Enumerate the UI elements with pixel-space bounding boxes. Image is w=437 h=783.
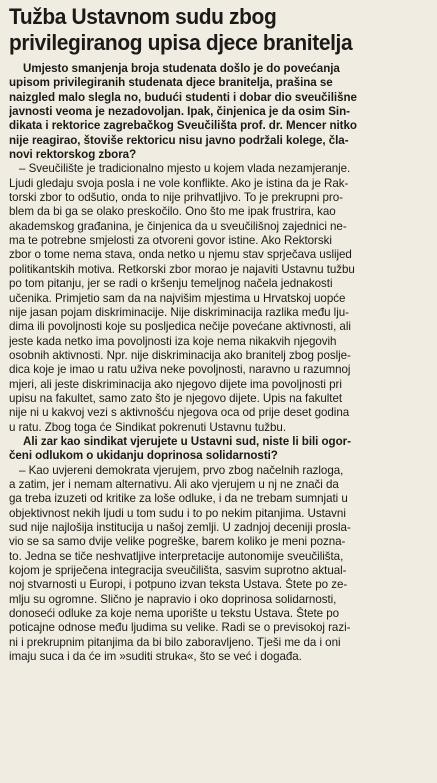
text-line: poticajne odnose među ljudima su velike. Radi se o previsokoj razi-	[9, 621, 351, 635]
text-line: dikata i rektorice zagrebačkog Sveučilišta prof. dr. Mencer nitko	[9, 119, 357, 133]
text-line: čeni odlukom o ukidanju doprinosa solidarnosti?	[9, 449, 278, 463]
text-line: kojom je spriječena integracija sveučilišta, sasvim suprotno aktual-	[9, 564, 347, 578]
article-body	[9, 62, 430, 664]
text-line: blem da bi ga se olako preskočilo. Ono što me ipak frustrira, kao	[9, 205, 336, 219]
text-line: noj stvarnosti u Europi, i potpuno izvan teksta Ustava. Štete po ze-	[9, 578, 348, 592]
text-line: sud nije najlošija institucija u našoj zemlji. U zadnjoj deceniji prosla-	[9, 521, 351, 534]
text-line: jeste kada netko ima povoljnosti iza koje nema nikakvih njegovih	[9, 334, 337, 348]
text-line: donoseći odluke za koje nema uporište u tekstu Ustava. Štete po	[9, 607, 340, 621]
text-line: politikantskih motiva. Retkorski zbor morao je najaviti Ustavnu tužbu	[9, 262, 355, 276]
text-line: učenika. Primjetio sam da na najvišim mjestima u Hrvatskoj uopće	[9, 291, 346, 305]
text-line: upisu na fakultet, samo zato što je njegovo dijete. Upis na fakultet	[9, 391, 343, 405]
text-line: dica koje je imao u ratu uživa neke povoljnosti, naravno u razumnoj	[9, 363, 351, 377]
interview-question-2	[9, 435, 430, 464]
text-line: – Sveučilište je tradicionalno mjesto u kojem vlada nezamjeranje.	[19, 162, 351, 176]
headline-line: Tužba Ustavnom sudu zbog	[9, 4, 277, 29]
interview-question-1	[9, 62, 430, 162]
text-line: po tom pitanju, jer se radi o kršenju temeljnog načela jednakosti	[9, 277, 333, 291]
headline	[9, 4, 432, 56]
headline-line: privilegiranog upisa djece branitelja	[9, 30, 353, 55]
text-line: ga treba izuzeti od kritike za loše odluke, i da ne trebam sumnjati u	[9, 492, 348, 506]
text-line: Umjesto smanjenja broja studenata došlo je do povećanja	[23, 62, 340, 75]
text-line: vio se sa samo dvije velike pogreške, barem koliko je meni pozna-	[9, 535, 346, 549]
text-line: akademskog građanina, je činjenica da u sveučilišnoj zajednici ne-	[9, 219, 347, 233]
text-line: to. Jedna se tiče neshvatljive interpretacije autonomije sveučilišta,	[9, 549, 344, 563]
text-line: u ratu. Zbog toga će Sindikat pokrenuti Ustavnu tužbu.	[9, 420, 287, 434]
text-line: javnosti veoma je nezadovoljan. Ipak, činjenica je da osim Sin-	[9, 105, 350, 119]
text-line: objektivnost nekih ljudi u tom sudu i to po nekim pitanjima. Ustavni	[9, 506, 346, 520]
text-line: torski zbor to odšutio, onda to nije prihvatljivo. To je prekrupni pro-	[9, 191, 343, 205]
text-line: zbor o tome nema stava, onda netko u njemu stav sprječava uslijed	[9, 248, 352, 262]
text-line: upisom privilegiranih studenata djece branitelja, prašina se	[9, 76, 333, 90]
text-line: dima ili povoljnosti koje su posljedica nečije povećane aktivnosti, ali	[9, 320, 351, 334]
text-line: – Kao uvjereni demokrata vjerujem, prvo zbog načelnih razloga,	[19, 463, 344, 477]
text-line: osobnih aktivnosti. Npr. nije diskriminacija ako branitelj zbog poslje-	[9, 348, 351, 362]
interview-answer-2	[9, 464, 430, 665]
text-line: ni i prekrupnim pitanjima da bi bilo zaboravljeno. Tješi me da i oni	[9, 635, 341, 649]
text-line: imaju suca i da će im »suditi struka«, što se već i događa.	[9, 650, 302, 664]
text-line: a zatim, jer i nemam alternativu. Ali ako vjerujem u nj ne znači da	[9, 477, 339, 491]
text-line: nije ni u kakvoj vezi s aktivnošću njegova oca od prije deset godina	[9, 406, 350, 420]
text-line: Ali zar kao sindikat vjerujete u Ustavni sud, niste li bili ogor-	[23, 434, 351, 448]
text-line: Ljudi gledaju svoja posla i ne vole konflikte. Ako je istina da je Rak-	[9, 176, 349, 190]
text-line: mlju su ogromne. Slično je napravio i oko doprinosa solidarnosti,	[9, 592, 337, 606]
text-line: novi rektorskog zbora?	[9, 148, 137, 162]
interview-answer-1	[9, 162, 430, 435]
text-line: ma te potrebne smjelosti za otvoreni govor istine. Ako Rektorski	[9, 234, 332, 248]
text-line: nije jasan pojam diskriminacije. Nije diskriminacija razlika među lju-	[9, 305, 349, 319]
text-line: naizgled malo slegla no, budući studenti i dobar dio sveučilišne	[9, 90, 357, 104]
text-line: mjeri, ali jeste diskriminacija ako njegovo dijete ima povoljnosti pri	[9, 377, 342, 391]
text-line: nije reagirao, štoviše rektoricu nisu javno podržali kolege, čla-	[9, 133, 349, 147]
